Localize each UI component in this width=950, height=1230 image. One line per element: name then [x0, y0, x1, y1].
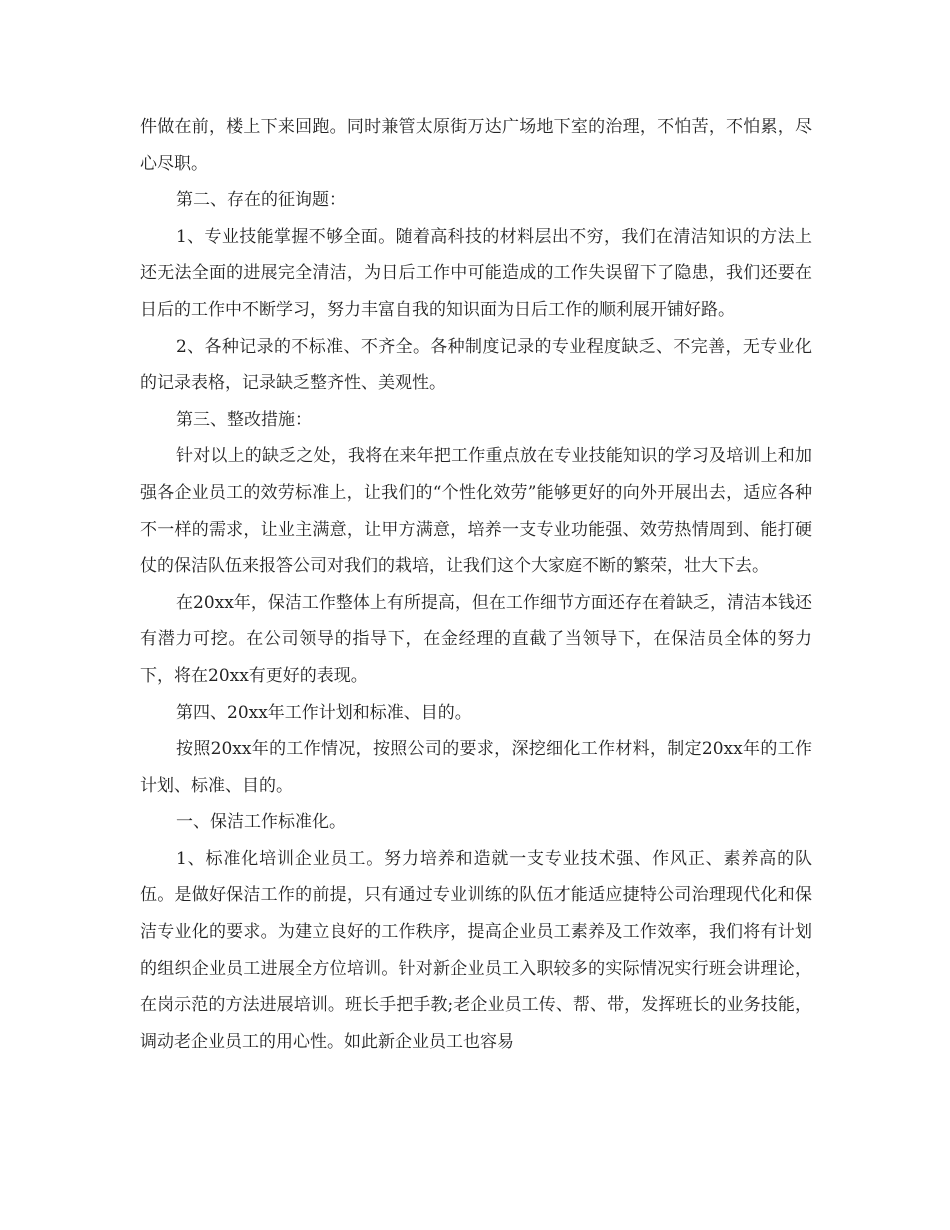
paragraph-continuation: 件做在前，楼上下来回跑。同时兼管太原街万达广场地下室的治理，不怕苦，不怕累，尽心尽职。 — [140, 117, 812, 174]
section-heading-problems: 第二、存在的征询题： — [176, 190, 346, 211]
subheading-standardization: 一、保洁工作标准化。 — [176, 812, 346, 833]
paragraph-skills: 1、专业技能掌握不够全面。随着高科技的材料层出不穷，我们在清洁知识的方法上还无法全面的进展完全清洁，为日后工作中可能造成的工作失误留下了隐患，我们还要在日后的工作中不断学习，努力丰富自我的知识面为日后工作的顺利展开铺好路。 — [140, 226, 812, 320]
section-heading-measures: 第三、整改措施： — [176, 409, 312, 430]
section-heading-plan: 第四、20xx年工作计划和标准、目的。 — [176, 702, 472, 723]
paragraph-measures: 针对以上的缺乏之处，我将在来年把工作重点放在专业技能知识的学习及培训上和加强各企业员工的效劳标准上，让我们的“个性化效劳”能够更好的向外开展出去，适应各种不一样的需求，让业主满意，让甲方满意，培养一支专业功能强、效劳热情周到、能打硬仗的保洁队伍来报答公司对我们的栽培，让我们这个大家庭不断的繁荣，壮大下去。 — [140, 446, 812, 577]
paragraph-training: 1、标准化培训企业员工。努力培养和造就一支专业技术强、作风正、素养高的队伍。是做好保洁工作的前提，只有通过专业训练的队伍才能适应捷特公司治理现代化和保洁专业化的要求。为建立良好的工作秩序，提高企业员工素养及工作效率，我们将有计划的组织企业员工进展全方位培训。针对新企业员工入职较多的实际情况实行班会讲理论，在岗示范的方法进展培训。班长手把手教;老企业员工传、帮、带，发挥班长的业务技能，调动老企业员工的用心性。如此新企业员工也容易 — [140, 848, 812, 1052]
paragraph-summary: 在20xx年，保洁工作整体上有所提高，但在工作细节方面还存在着缺乏，清洁本钱还有潜力可挖。在公司领导的指导下，在金经理的直截了当领导下，在保洁员全体的努力下，将在20xx有更好的表现。 — [140, 592, 812, 686]
paragraph-plan: 按照20xx年的工作情况，按照公司的要求，深挖细化工作材料，制定20xx年的工作计划、标准、目的。 — [140, 739, 812, 796]
paragraph-records: 2、各种记录的不标准、不齐全。各种制度记录的专业程度缺乏、不完善，无专业化的记录表格，记录缺乏整齐性、美观性。 — [140, 336, 812, 394]
document-body — [140, 109, 812, 1060]
